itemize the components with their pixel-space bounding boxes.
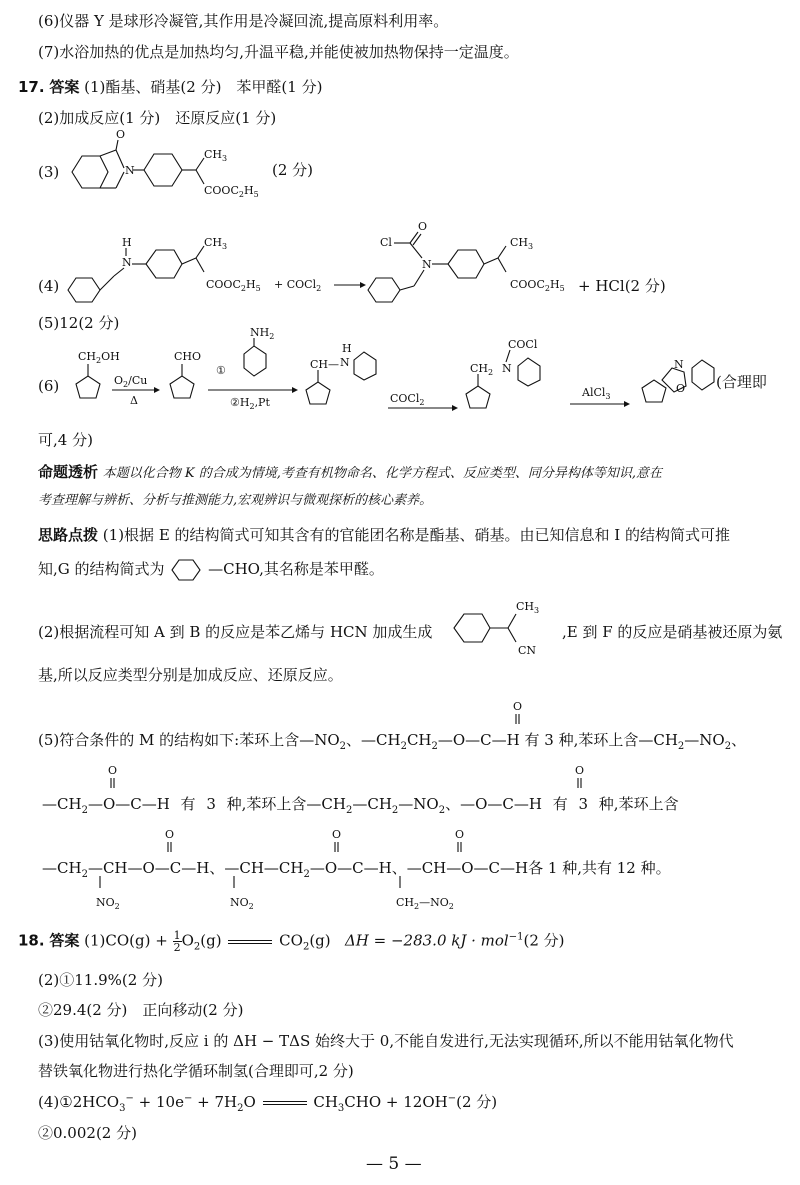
alcl3-label: AlCl$_3$ [582, 386, 611, 401]
o-label: O [116, 128, 126, 141]
carbonyl-o-1: O [513, 700, 523, 713]
ester-label: $COOC_2H_5$ [204, 184, 259, 199]
carbonyl-o-3: O [575, 764, 585, 777]
q18-4b: ②0.002(2 分) [38, 1124, 137, 1142]
q18-1-eq: (g) [200, 931, 222, 950]
amide-n-b: N [502, 362, 512, 375]
analysis-text1: 本题以化合物 K 的合成为情境,考查有机物命名、化学方程式、反应类型、同分异构体等知识,意在 [102, 466, 663, 481]
phenyl-propionitrile-structure [450, 596, 570, 666]
idea-5b-c: —CH [352, 795, 392, 813]
q18-4a-mid3: O [243, 1093, 256, 1111]
idea-line1 [38, 525, 730, 546]
q17-part6-number: (6) [38, 377, 60, 395]
q16-part6: (6)仪器 Y 是球形冷凝管,其作用是冷凝回流,提高原料利用率。 [38, 12, 449, 30]
q18-1-prod: CO [279, 931, 303, 950]
q18-2a: (2)①11.9%(2 分) [38, 971, 163, 989]
idea-2a-post: ,E 到 F 的反应是硝基被还原为氨 [561, 623, 783, 641]
nh-label-a: N [340, 356, 350, 369]
idea-5a: (5)符合条件的 M 的结构如下:苯环上含$—NO_2$、$—CH_2CH_2—O—C—H$ 有 3 种,苯环上含$—CH_2—NO_2$、 [38, 731, 747, 752]
tricycle-o: O [676, 382, 686, 395]
ch-label: CH— [310, 358, 340, 371]
idea-1b-pre: 知,G 的结构简式为 [38, 560, 165, 578]
heat-label: Δ [130, 394, 138, 407]
nh2-label: $NH_2$ [250, 326, 275, 341]
carbonyl-o-6: O [455, 828, 465, 841]
nh-h: H [122, 236, 132, 249]
carbonyl-o-4: O [165, 828, 175, 841]
q17-part6-cont: 可,4 分) [38, 431, 93, 449]
idea-5b-b: —O—C—H 有 3 种,苯环上含—CH [87, 795, 346, 813]
step2-label: $②H_2,Pt$ [230, 396, 270, 411]
ch2-label: $CH_2$ [470, 362, 494, 377]
ch2oh-label: $CH_2OH$ [78, 350, 120, 365]
idea-1b-post: —CHO,其名称是苯甲醛。 [208, 560, 384, 578]
q18-1-dh: ΔH = −283.0 kJ · mol [344, 931, 509, 950]
cn-label: CN [518, 644, 537, 657]
no2-a: $NO_2$ [96, 896, 120, 911]
q18-number: 18. [18, 931, 45, 950]
benzene-ring-icon [169, 558, 203, 582]
carbonyl-o-2: O [108, 764, 118, 777]
idea-5b: $—CH_2—O—C—H$ 有 3 种,苯环上含$—CH_2—CH_2—NO_2$、—O—C—H 有 3 种,苯环上含 [42, 795, 679, 816]
q17-part4-tail: + HCl(2 分) [578, 277, 666, 295]
idea-line1b [38, 558, 384, 582]
idea-5a-mid3: —O—C—H 有 3 种,苯环上含—CH [437, 731, 678, 749]
cl-label: Cl [380, 236, 392, 249]
q17-answer-label: 答案 [49, 78, 80, 96]
analysis-line1 [38, 462, 662, 483]
q17-part4-equation [62, 220, 772, 310]
idea-2a-pre: (2)根据流程可知 A 到 B 的反应是苯乙烯与 HCN 加成生成 [38, 623, 433, 641]
cocl2-reagent: COCl$_2$ [390, 392, 425, 407]
idea-5b-a: —CH [42, 795, 82, 813]
q18-1-pre: (1)CO(g) + [84, 931, 168, 950]
idea-5b-d: —NO [398, 795, 439, 813]
amide-n: N [422, 258, 432, 271]
q17-part3-number: (3) [38, 163, 60, 181]
equals-sign-2 [263, 1101, 307, 1105]
o2cu-label: $O_2/Cu$ [114, 374, 148, 389]
ch3-label-b: $CH_3$ [510, 236, 534, 251]
q17-part5: (5)12(2 分) [38, 314, 120, 332]
q17-heading [18, 77, 322, 98]
ch3-label-c: $CH_3$ [516, 600, 540, 615]
q18-3b: 替铁氧化物进行热化学循环制氢(合理即可,2 分) [38, 1062, 354, 1080]
idea-5a-pre: (5)符合条件的 M 的结构如下:苯环上含—NO [38, 731, 340, 749]
q17-part4-number: (4) [38, 277, 60, 295]
cho-label: CHO [174, 350, 202, 363]
analysis-label: 命题透析 [38, 463, 99, 481]
q18-line1: 18. 答案 (1)CO(g) + $\frac{1}{2}$ $O_2(g)$ $CO_2(g)$ ΔH = −283.0 kJ · mol$^{-1}$(2 分) [18, 929, 565, 954]
q18-4a-mid2: + 7H [197, 1093, 238, 1111]
q18-4a: $(4)①2HCO_3^- + 10e^- + 7H_2O$ $CH_3CHO + 12OH^-(2$ 分) [38, 1093, 498, 1114]
equals-sign [228, 940, 272, 944]
q17-part3-score: (2 分) [272, 161, 314, 179]
carbonyl-o-5: O [332, 828, 342, 841]
step1-label: ① [216, 364, 226, 377]
co-o-label: O [418, 220, 428, 233]
n-label: N [125, 164, 135, 177]
ester-label-b: $COOC_2H_5$ [510, 278, 565, 293]
idea-label: 思路点拨 [38, 526, 99, 544]
idea-5c-tail: H各 1 种,共有 12 种。 [515, 859, 671, 877]
half-fraction: $\frac{1}{2}$ [173, 929, 181, 954]
q18-1-prod2: (g) [309, 931, 331, 950]
q18-4a-score: (2 分) [456, 1093, 498, 1111]
q18-1-score: (2 分) [523, 931, 565, 950]
q17-part2: (2)加成反应(1 分) 还原反应(1 分) [38, 109, 277, 127]
ester-label-a: $COOC_2H_5$ [206, 278, 261, 293]
q18-1-mid: O [181, 931, 194, 950]
no2-b: $NO_2$ [230, 896, 254, 911]
q18-3a: (3)使用钴氧化物时,反应 ⅰ 的 ΔH − TΔS 始终大于 0,不能自发进行,无法实现循环,所以不能用钴氧化物代 [38, 1032, 734, 1050]
idea-2b: 基,所以反应类型分别是加成反应、还原反应。 [38, 666, 343, 684]
q18-4a-mid: + 10e [138, 1093, 184, 1111]
q16-part7: (7)水浴加热的优点是加热均匀,升温平稳,并能使被加热物保持一定温度。 [38, 43, 519, 61]
ch3-label-a: $CH_3$ [204, 236, 228, 251]
q17-number: 17. [18, 78, 45, 96]
q17-part6-route [62, 326, 782, 418]
q17-part1: (1)酯基、硝基(2 分) 苯甲醛(1 分) [84, 78, 323, 96]
q18-4a-prod2: CHO + 12OH [344, 1093, 448, 1111]
cocl2-reactant: + COCl$_2$ [274, 278, 322, 293]
analysis-text2: 考查理解与辨析、分析与推测能力,宏观辨识与微观探析的核心素养。 [38, 493, 433, 508]
page-number: — 5 — [366, 1154, 422, 1174]
idea-5b-e: 、—O—C—H 有 3 种,苯环上含 [445, 795, 679, 813]
idea-5a-mid2: CH [406, 731, 432, 749]
q18-2b: ②29.4(2 分) 正向移动(2 分) [38, 1001, 244, 1019]
q18-answer-label: 答案 [49, 931, 80, 950]
nh-label-h: H [342, 342, 352, 355]
idea-5c: $—CH_2—CH—O—C—H$、$—CH—CH_2—O—C—H$、—CH—O—C—H各 1 种,共有 12 种。 [42, 859, 671, 880]
q18-4a-pre: (4)①2HCO [38, 1093, 120, 1111]
idea-line2 [38, 622, 782, 643]
cocl-label: COCl [508, 338, 538, 351]
idea-5a-mid: 、—CH [346, 731, 401, 749]
ch3-label: $CH_3$ [204, 148, 228, 163]
q17-part6-tail: (合理即 [716, 373, 767, 391]
idea-1a: (1)根据 E 的结构简式可知其含有的官能团名称是酯基、硝基。由已知信息和 I 的结构简式可推 [102, 526, 730, 544]
nh-n: N [122, 256, 132, 269]
ch2-no2: $CH_2—NO_2$ [396, 896, 454, 911]
tricycle-n: N [674, 358, 684, 371]
idea-5a-end: —NO [684, 731, 725, 749]
q18-4a-prod: CH [313, 1093, 338, 1111]
